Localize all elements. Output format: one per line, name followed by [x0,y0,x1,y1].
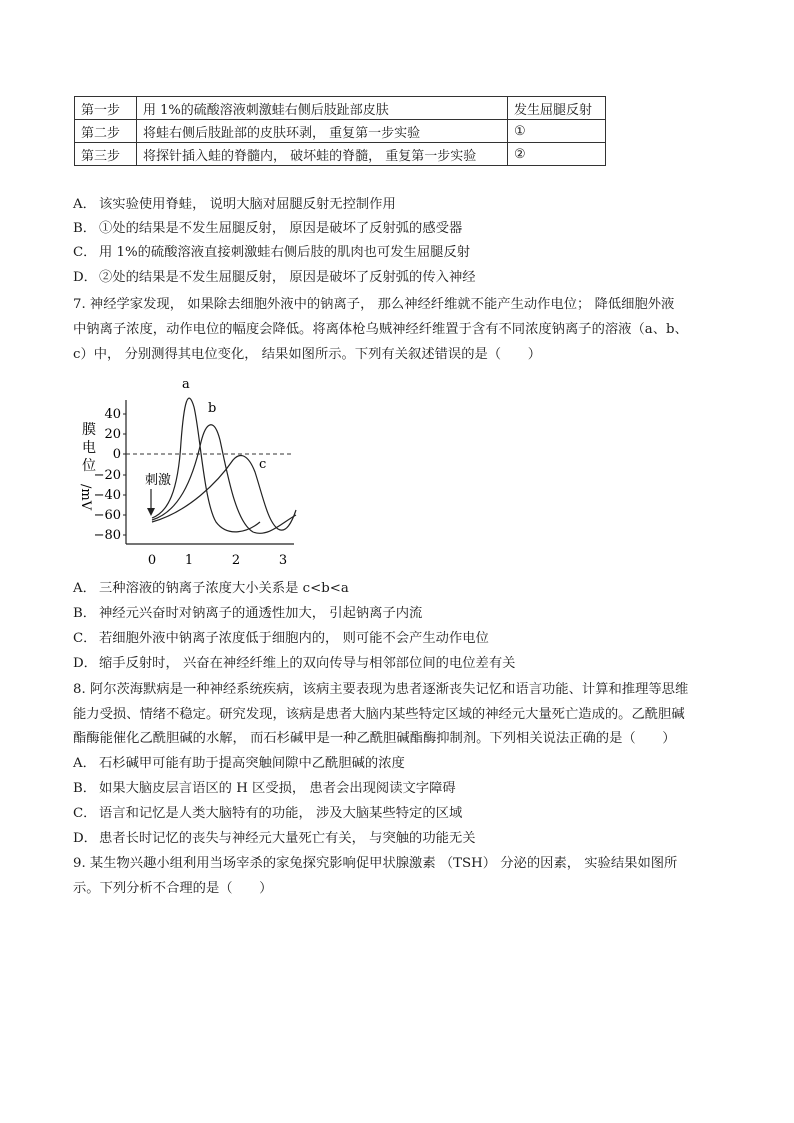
stimulus-arrow-head [147,508,155,516]
q8-stem-line-2: 能力受损、情绪不稳定。研究发现，该病是患者大脑内某些特定区域的神经元大量死亡造成的。乙酰胆碱 [73,707,685,722]
stimulus-label: 刺激 [145,473,172,488]
y-axis-label-part-2: 电 [82,440,96,456]
curve-label-b: b [208,401,217,416]
q7-option-b: B． 神经元兴奋时对钠离子的通透性加大， 引起钠离子内流 [73,606,423,621]
operation-cell: 将蛙右侧后肢趾部的皮肤环剥， 重复第一步实验 [137,120,508,143]
experiment-steps-table [74,96,606,166]
q6-option-d: D． ②处的结果是不发生屈腿反射， 原因是破坏了反射弧的传入神经 [73,270,476,285]
q8-stem-line-3: 酯酶能催化乙酰胆碱的水解， 而石杉碱甲是一种乙酰胆碱酯酶抑制剂。下列相关说法正确的是（ ） [73,731,676,746]
operation-cell: 用 1%的硫酸溶液刺激蛙右侧后肢趾部皮肤 [137,97,508,120]
table-row [75,143,606,166]
curve-b [152,425,296,534]
y-tick-minus80: −80 [93,528,121,543]
q8-option-a: A． 石杉碱甲可能有助于提高突触间隙中乙酰胆碱的浓度 [73,756,405,771]
y-tick-labels [94,407,121,543]
y-axis-label-part-3: 位 [82,458,96,474]
table-row [75,97,606,120]
curve-c [152,456,296,531]
result-cell: 发生屈腿反射 [508,97,606,120]
q7-stem-line-2: 中钠离子浓度，动作电位的幅度会降低。将离体枪乌贼神经纤维置于含有不同浓度钠离子的溶液（a、b、 [73,322,688,337]
q9-stem-line-1: 9. 某生物兴趣小组利用当场宰杀的家兔探究影响促甲状腺激素 （TSH） 分泌的因素， 实验结果如图所 [73,856,678,871]
q7-option-d: D． 缩手反射时， 兴奋在神经纤维上的双向传导与相邻部位间的电位差有关 [73,656,516,671]
step-cell: 第三步 [75,143,137,166]
q6-option-a: A． 该实验使用脊蛙， 说明大脑对屈腿反射无控制作用 [73,197,396,212]
x-tick-labels [148,553,287,568]
membrane-potential-figure [68,372,318,572]
q8-option-c: C． 语言和记忆是人类大脑特有的功能， 涉及大脑某些特定的区域 [73,806,463,821]
q8-option-d: D． 患者长时记忆的丧失与神经元大量死亡有关， 与突触的功能无关 [73,831,476,846]
result-cell: ② [508,143,606,166]
x-tick-2: 2 [231,553,241,568]
curve-label-a: a [182,377,190,392]
y-axis-label-part-1: 膜 [82,422,96,438]
q8-option-b: B． 如果大脑皮层言语区的 H 区受损， 患者会出现阅读文字障碍 [73,781,456,796]
q7-option-c: C． 若细胞外液中钠离子浓度低于细胞内的， 则可能不会产生动作电位 [73,631,489,646]
y-tick-20: 20 [104,427,121,442]
q7-stem-line-3: c）中， 分别测得其电位变化， 结果如图所示。下列有关叙述错误的是（ ） [73,347,541,362]
table-row [75,120,606,143]
y-tick-40: 40 [104,407,121,422]
q9-stem-line-2: 示。下列分析不合理的是（ ） [73,881,273,896]
x-tick-0: 0 [147,553,157,568]
step-cell: 第二步 [75,120,137,143]
y-tick-minus60: −60 [93,508,121,523]
x-tick-1: 1 [184,553,194,568]
q7-stem-line-1: 7. 神经学家发现， 如果除去细胞外液中的钠离子， 那么神经纤维就不能产生动作电位； 降低细胞外液 [73,297,675,312]
curve-label-c: c [259,457,267,472]
y-tick-0: 0 [112,447,121,462]
y-tick-minus40: −40 [93,488,121,503]
q6-option-c: C． 用 1%的硫酸溶液直接刺激蛙右侧后肢的肌肉也可发生屈腿反射 [73,245,471,260]
q7-option-a: A． 三种溶液的钠离子浓度大小关系是 c<b<a [73,581,349,596]
step-cell: 第一步 [75,97,137,120]
q8-stem-line-1: 8. 阿尔茨海默病是一种神经系统疾病，该病主要表现为患者逐渐丧失记忆和语言功能、计算和推理等思维 [73,682,689,697]
y-tick-minus20: −20 [93,468,121,483]
y-axis-label-unit: /mV [78,484,93,511]
result-cell: ① [508,120,606,143]
q6-option-b: B． ①处的结果是不发生屈腿反射， 原因是破坏了反射弧的感受器 [73,221,463,236]
x-tick-3: 3 [278,553,288,568]
operation-cell: 将探针插入蛙的脊髓内， 破坏蛙的脊髓， 重复第一步实验 [137,143,508,166]
